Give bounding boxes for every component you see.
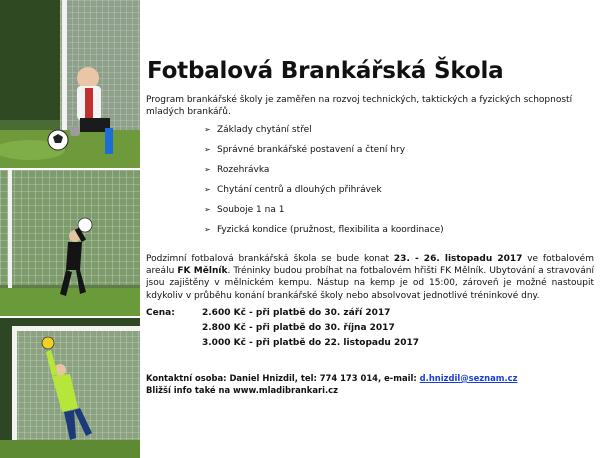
flyer-content [146, 58, 594, 396]
arrow-bullet-icon: ➢ [204, 125, 211, 134]
contact-line: Kontaktní osoba: Daniel Hnizdil, tel: 774 173 014, e-mail: d.hnizdil@seznam.cz [146, 372, 518, 383]
price-item: 2.800 Kč - při platbě do 30. října 2017 [202, 322, 395, 333]
arrow-bullet-icon: ➢ [204, 165, 211, 174]
price-row [146, 337, 594, 352]
list-item: ➢ Souboje 1 na 1 [204, 205, 285, 215]
details-paragraph: Podzimní fotbalová brankářská škola se bude konat 23. - 26. listopadu 2017 ve fotbalovém areálu FK Mělník. Tréninky budou probíhat na fotbalovém hřišti FK Mělník. Ubytování a stravování jsou zajištěny v mělnickém kempu. Nástup na kemp je od 15:00, zároveň je možné nastoupit kdykoliv v průběhu konání brankářské školy nebo absolvovat jednotlivé tréninkové dny. [146, 254, 594, 301]
photo-goalkeeper-catching [0, 170, 140, 316]
event-dates: 23. - 26. listopadu 2017 [393, 254, 523, 264]
topic-list [146, 124, 594, 244]
list-item: ➢ Rozehrávka [204, 165, 270, 175]
price-row [146, 322, 594, 337]
page-title: Fotbalová Brankářská Škola [147, 58, 504, 84]
photo-column [0, 0, 140, 458]
arrow-bullet-icon: ➢ [204, 185, 211, 194]
arrow-bullet-icon: ➢ [204, 205, 211, 214]
email-link[interactable]: d.hnizdil@seznam.cz [419, 372, 518, 383]
price-item: 2.600 Kč - při platbě do 30. září 2017 [202, 307, 391, 318]
list-item: ➢ Základy chytání střel [204, 125, 312, 135]
intro-text: Program brankářské školy je zaměřen na rozvoj technických, taktických a fyzických schopností mladých brankářů. [146, 95, 573, 117]
arrow-bullet-icon: ➢ [204, 225, 211, 234]
website-line: Bližší info také na www.mladibrankari.cz [146, 384, 338, 395]
list-item: ➢ Chytání centrů a dlouhých přihrávek [204, 185, 382, 195]
price-row [146, 307, 594, 322]
price-item: 3.000 Kč - při platbě do 22. listopadu 2017 [202, 337, 419, 348]
price-list [146, 307, 594, 352]
photo-goalkeeper-diving [0, 318, 140, 458]
arrow-bullet-icon: ➢ [204, 145, 211, 154]
venue-name: FK Mělník [177, 266, 228, 277]
list-item: ➢ Správné brankářské postavení a čtení hry [204, 145, 406, 155]
contact-info [146, 372, 594, 396]
price-label: Cena: [146, 307, 175, 318]
list-item: ➢ Fyzická kondice (pružnost, flexibilita a koordinace) [204, 225, 444, 235]
photo-goalkeeper-kneeling [0, 0, 140, 168]
